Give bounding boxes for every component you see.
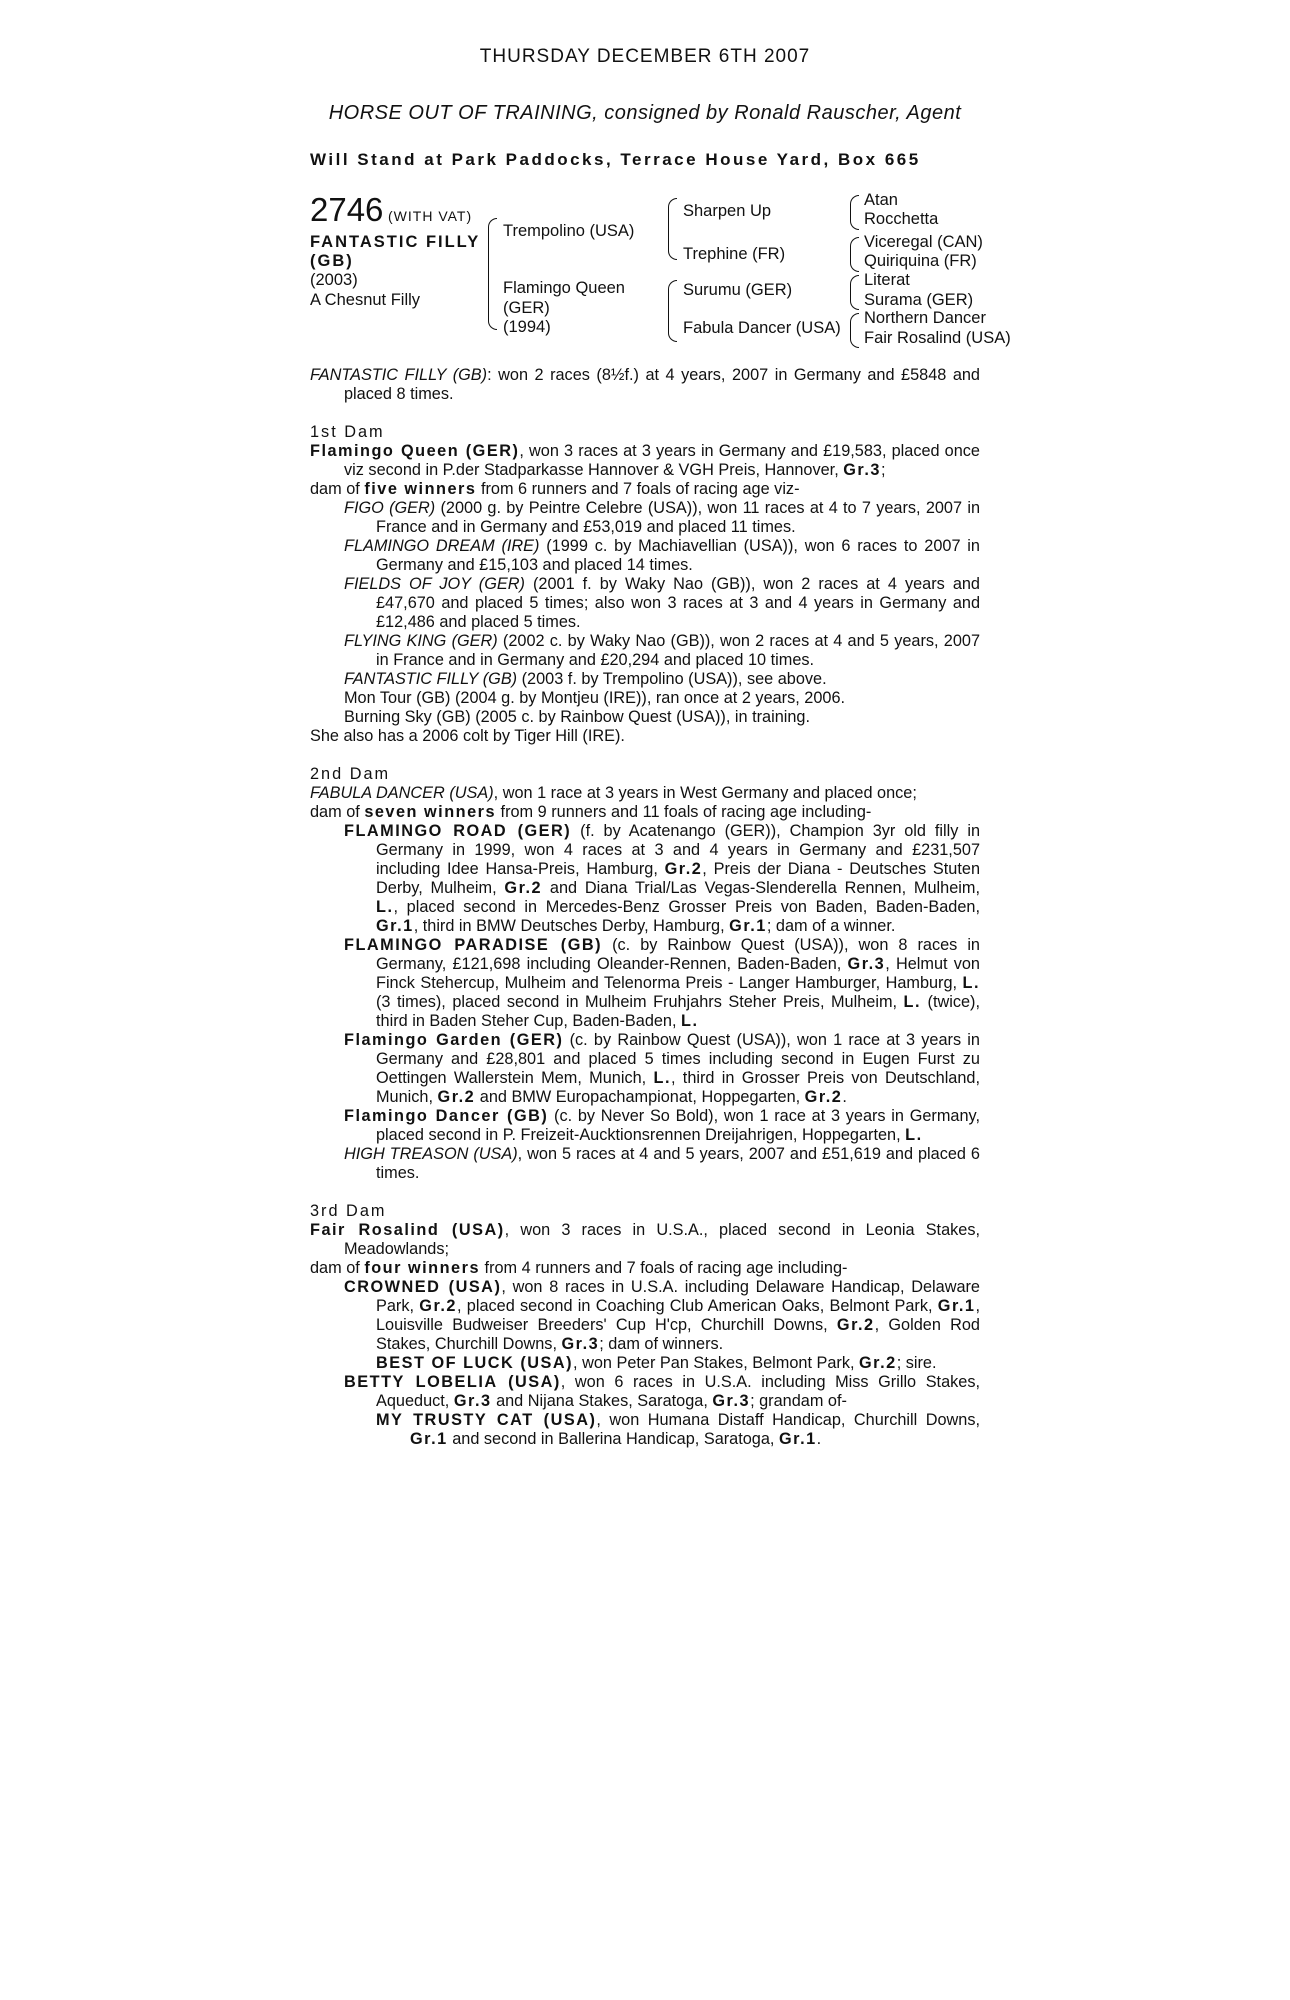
grade-label: Gr.3 <box>847 955 886 973</box>
dam-name-line2: (GER) <box>503 299 550 317</box>
pedigree-table <box>0 0 1290 360</box>
first-dam-produce <box>310 480 980 499</box>
produce-name: Flamingo Garden (GER) <box>344 1031 564 1049</box>
horse-description: A Chesnut Filly <box>310 291 421 309</box>
catalogue-body <box>310 366 980 1449</box>
brace-sire-line <box>668 198 677 260</box>
produce-prefix: dam of <box>310 1259 365 1277</box>
produce-name: FLAMINGO ROAD (GER) <box>344 822 572 840</box>
grade-label: Gr.3 <box>843 461 881 479</box>
ancestor-8: Fair Rosalind (USA) <box>864 329 1011 347</box>
produce-item <box>310 537 980 575</box>
produce-text: (c. by Rainbow Quest (USA)), won 1 race at 3 years in Germany and £28,801 and placed 5 times including second in Eugen Furst zu Oettingen Wallerstein Mem, Munich, <box>376 1031 980 1087</box>
grade-label: Gr.2 <box>836 1316 875 1334</box>
produce-text: and Nijana Stakes, Saratoga, <box>491 1392 713 1410</box>
second-dam-produce <box>310 803 980 822</box>
produce-item <box>310 632 980 670</box>
ancestor-3: Viceregal (CAN) <box>864 233 983 251</box>
listed-label: L. <box>905 1126 923 1144</box>
listed-label: L. <box>653 1069 671 1087</box>
grade-label: Gr.2 <box>437 1088 476 1106</box>
produce-text: (2001 f. by Waky Nao (GB)), won 2 races at 4 years and £47,670 and placed 5 times; also won 3 races at 3 and 4 years in Germany and £12,486 and placed 5 times. <box>376 575 980 631</box>
listed-label: L. <box>681 1012 699 1030</box>
third-dam-record <box>310 1221 980 1259</box>
produce-text: ; grandam of- <box>750 1392 847 1410</box>
lot-heading <box>310 192 472 228</box>
sale-date: THURSDAY DECEMBER 6TH 2007 <box>479 46 811 67</box>
produce-item <box>310 1278 980 1354</box>
first-dam-record <box>310 442 980 480</box>
produce-item: Mon Tour (GB) (2004 g. by Montjeu (IRE)), ran once at 2 years, 2006. <box>344 689 846 707</box>
horse-name: FANTASTIC FILLY <box>310 233 481 251</box>
produce-name: FIELDS OF JOY (GER) <box>344 575 525 593</box>
produce-name: CROWNED (USA) <box>344 1278 502 1296</box>
produce-item <box>310 1373 980 1411</box>
brace-g4 <box>850 313 859 348</box>
first-dam-name: Flamingo Queen (GER) <box>310 442 520 460</box>
produce-text: , won 6 races in U.S.A. including Miss Grillo Stakes, Aqueduct, <box>376 1373 980 1410</box>
produce-text: and BMW Europachampionat, Hoppegarten, <box>475 1088 805 1106</box>
also-note: She also has a 2006 colt by Tiger Hill (IRE). <box>310 727 625 745</box>
grade-label: Gr.2 <box>664 860 703 878</box>
brace-sire-dam <box>488 218 497 330</box>
second-dam-heading: 2nd Dam <box>310 765 391 783</box>
produce-prefix: dam of <box>310 480 365 498</box>
produce-text: , third in Grosser Preis von Deutschland, Munich, <box>376 1069 980 1106</box>
first-dam-text: , won 3 races at 3 years in Germany and £19,583, placed once viz second in P.der Stadparkasse Hannover & VGH Preis, Hannover, <box>344 442 980 479</box>
ancestor-6: Surama (GER) <box>864 291 974 309</box>
second-dam-name: FABULA DANCER (USA) <box>310 784 494 802</box>
brace-g1 <box>850 195 859 230</box>
record-text: : won 2 races (8½f.) at 4 years, 2007 in Germany and £5848 and placed 8 times. <box>344 366 980 403</box>
brace-dam-line <box>668 280 677 342</box>
produce-prefix: dam of <box>310 803 365 821</box>
grade-label: Gr.2 <box>419 1297 457 1315</box>
grade-label: Gr.2 <box>859 1354 897 1372</box>
grade-label: Gr.1 <box>937 1297 976 1315</box>
produce-item <box>310 1145 980 1183</box>
produce-text: . <box>842 1088 847 1106</box>
produce-text: , Golden Rod Stakes, Churchill Downs, <box>376 1316 980 1353</box>
produce-text: (3 times), placed second in Mulheim Fruhjahrs Steher Preis, Mulheim, <box>376 993 904 1011</box>
sire-dam: Trephine (FR) <box>683 245 786 263</box>
produce-text: (2002 c. by Waky Nao (GB)), won 2 races at 4 and 5 years, 2007 in France and in Germany and £20,294 and placed 10 times. <box>376 632 980 669</box>
produce-name: BETTY LOBELIA (USA) <box>344 1373 561 1391</box>
produce-name: MY TRUSTY CAT (USA) <box>376 1411 597 1429</box>
produce-text: ; sire. <box>896 1354 937 1372</box>
sire-sire: Sharpen Up <box>683 202 772 220</box>
grade-label: Gr.1 <box>376 917 414 935</box>
produce-item <box>310 822 980 936</box>
third-dam-heading: 3rd Dam <box>310 1202 387 1220</box>
grade-label: Gr.3 <box>453 1392 492 1410</box>
produce-name: FIGO (GER) <box>344 499 436 517</box>
dam-sire: Surumu (GER) <box>683 281 793 299</box>
produce-item <box>310 1107 980 1145</box>
produce-text: (c. by Never So Bold), won 1 race at 3 years in Germany, placed second in P. Freizeit-Aucktionsrennen Dreijahrigen, Hoppegarten, <box>376 1107 980 1144</box>
produce-text: , Helmut von Finck Stehercup, Mulheim and Telenorma Preis - Langer Hamburger, Hamburg, <box>376 955 980 992</box>
listed-label: L. <box>376 898 394 916</box>
record-horse-name: FANTASTIC FILLY (GB) <box>310 366 488 384</box>
brace-g2 <box>850 237 859 272</box>
produce-text: . <box>816 1430 822 1448</box>
winner-count: four winners <box>364 1259 481 1277</box>
punctuation: ; <box>880 461 886 479</box>
produce-item <box>310 1411 980 1449</box>
third-dam-text: , won 3 races in U.S.A., placed second in Leonia Stakes, Meadowlands; <box>344 1221 980 1258</box>
produce-text: (2003 f. by Trempolino (USA)), see above. <box>517 670 827 688</box>
produce-text: , placed second in Mercedes-Benz Grosser Preis von Baden, Baden-Baden, <box>393 898 980 916</box>
produce-name: HIGH TREASON (USA) <box>344 1145 518 1163</box>
second-dam-text: , won 1 race at 3 years in West Germany and placed once; <box>493 784 917 802</box>
grade-label: Gr.1 <box>729 917 767 935</box>
produce-name: FLAMINGO PARADISE (GB) <box>344 936 603 954</box>
third-dam-name: Fair Rosalind (USA) <box>310 1221 505 1239</box>
produce-item <box>310 936 980 1031</box>
produce-text: (2000 g. by Peintre Celebre (USA)), won 11 races at 4 to 7 years, 2007 in France and in Germany and £53,019 and placed 11 times. <box>376 499 980 536</box>
lot-number: 2746 <box>310 191 384 228</box>
produce-text: , won 8 races in U.S.A. including Delaware Handicap, Delaware Park, <box>376 1278 980 1315</box>
winner-count: five winners <box>364 480 477 498</box>
second-dam-record <box>310 784 980 803</box>
winner-count: seven winners <box>364 803 497 821</box>
dam-name-line3: (1994) <box>503 318 551 336</box>
produce-text: (f. by Acatenango (GER)), Champion 3yr old filly in Germany in 1999, won 4 races at 3 and 4 years in Germany and £231,507 including Idee Hansa-Preis, Hamburg, <box>376 822 980 878</box>
consignment-line: HORSE OUT OF TRAINING, consigned by Ronald Rauscher, Agent <box>328 102 962 124</box>
brace-g3 <box>850 275 859 310</box>
produce-name: FLYING KING (GER) <box>344 632 498 650</box>
produce-text: (c. by Rainbow Quest (USA)), won 8 races in Germany, £121,698 including Oleander-Rennen, Baden-Baden, <box>376 936 980 973</box>
ancestor-4: Quiriquina (FR) <box>864 252 977 270</box>
grade-label: Gr.1 <box>410 1430 448 1448</box>
first-dam-heading: 1st Dam <box>310 423 385 441</box>
produce-item <box>310 1354 980 1373</box>
grade-label: Gr.3 <box>712 1392 751 1410</box>
listed-label: L. <box>903 993 922 1011</box>
produce-text: , Preis der Diana - Deutsches Stuten Derby, Mulheim, <box>376 860 980 897</box>
produce-text: ; dam of winners. <box>599 1335 724 1353</box>
produce-item <box>310 1031 980 1107</box>
listed-label: L. <box>962 974 980 992</box>
produce-item <box>310 575 980 632</box>
produce-text: , Louisville Budweiser Breeders' Cup H'cp, Churchill Downs, <box>376 1297 980 1334</box>
produce-text: and Diana Trial/Las Vegas-Slenderella Rennen, Mulheim, <box>542 879 980 897</box>
race-record <box>310 366 980 404</box>
ancestor-5: Literat <box>864 271 910 289</box>
produce-text: ; dam of a winner. <box>766 917 896 935</box>
vat-note: (WITH VAT) <box>388 208 473 224</box>
stand-location: Will Stand at Park Paddocks, Terrace House Yard, Box 665 <box>310 150 921 169</box>
produce-name: FANTASTIC FILLY (GB) <box>344 670 518 688</box>
grade-label: Gr.2 <box>504 879 543 897</box>
horse-country: (GB) <box>310 252 354 270</box>
produce-suffix: from 4 runners and 7 foals of racing age including- <box>480 1259 848 1277</box>
produce-suffix: from 9 runners and 11 foals of racing age including- <box>496 803 872 821</box>
produce-text: , third in BMW Deutsches Derby, Hamburg, <box>413 917 730 935</box>
third-dam-produce <box>310 1259 980 1278</box>
produce-text: , won 5 races at 4 and 5 years, 2007 and £51,619 and placed 6 times. <box>376 1145 980 1182</box>
produce-name: Flamingo Dancer (GB) <box>344 1107 549 1125</box>
dam-name-line1: Flamingo Queen <box>503 279 625 297</box>
horse-year: (2003) <box>310 271 358 289</box>
ancestor-7: Northern Dancer <box>864 309 986 327</box>
dam-dam: Fabula Dancer (USA) <box>683 319 841 337</box>
grade-label: Gr.1 <box>778 1430 817 1448</box>
produce-text: , placed second in Coaching Club American Oaks, Belmont Park, <box>456 1297 938 1315</box>
produce-text: (twice), third in Baden Steher Cup, Baden-Baden, <box>376 993 980 1030</box>
sire-name: Trempolino (USA) <box>503 222 635 240</box>
ancestor-2: Rocchetta <box>864 210 939 228</box>
produce-suffix: from 6 runners and 7 foals of racing age viz- <box>476 480 800 498</box>
produce-name: FLAMINGO DREAM (IRE) <box>344 537 540 555</box>
produce-text: , won Humana Distaff Handicap, Churchill Downs, <box>596 1411 981 1429</box>
ancestor-1: Atan <box>864 191 898 209</box>
produce-item <box>310 670 980 689</box>
produce-item <box>310 499 980 537</box>
produce-text: , won Peter Pan Stakes, Belmont Park, <box>573 1354 860 1372</box>
produce-item: Burning Sky (GB) (2005 c. by Rainbow Quest (USA)), in training. <box>344 708 811 726</box>
grade-label: Gr.2 <box>804 1088 843 1106</box>
produce-text: (1999 c. by Machiavellian (USA)), won 6 races to 2007 in Germany and £15,103 and placed 14 times. <box>376 537 980 574</box>
produce-text: and second in Ballerina Handicap, Saratoga, <box>447 1430 779 1448</box>
produce-name: BEST OF LUCK (USA) <box>376 1354 574 1372</box>
grade-label: Gr.3 <box>561 1335 600 1353</box>
